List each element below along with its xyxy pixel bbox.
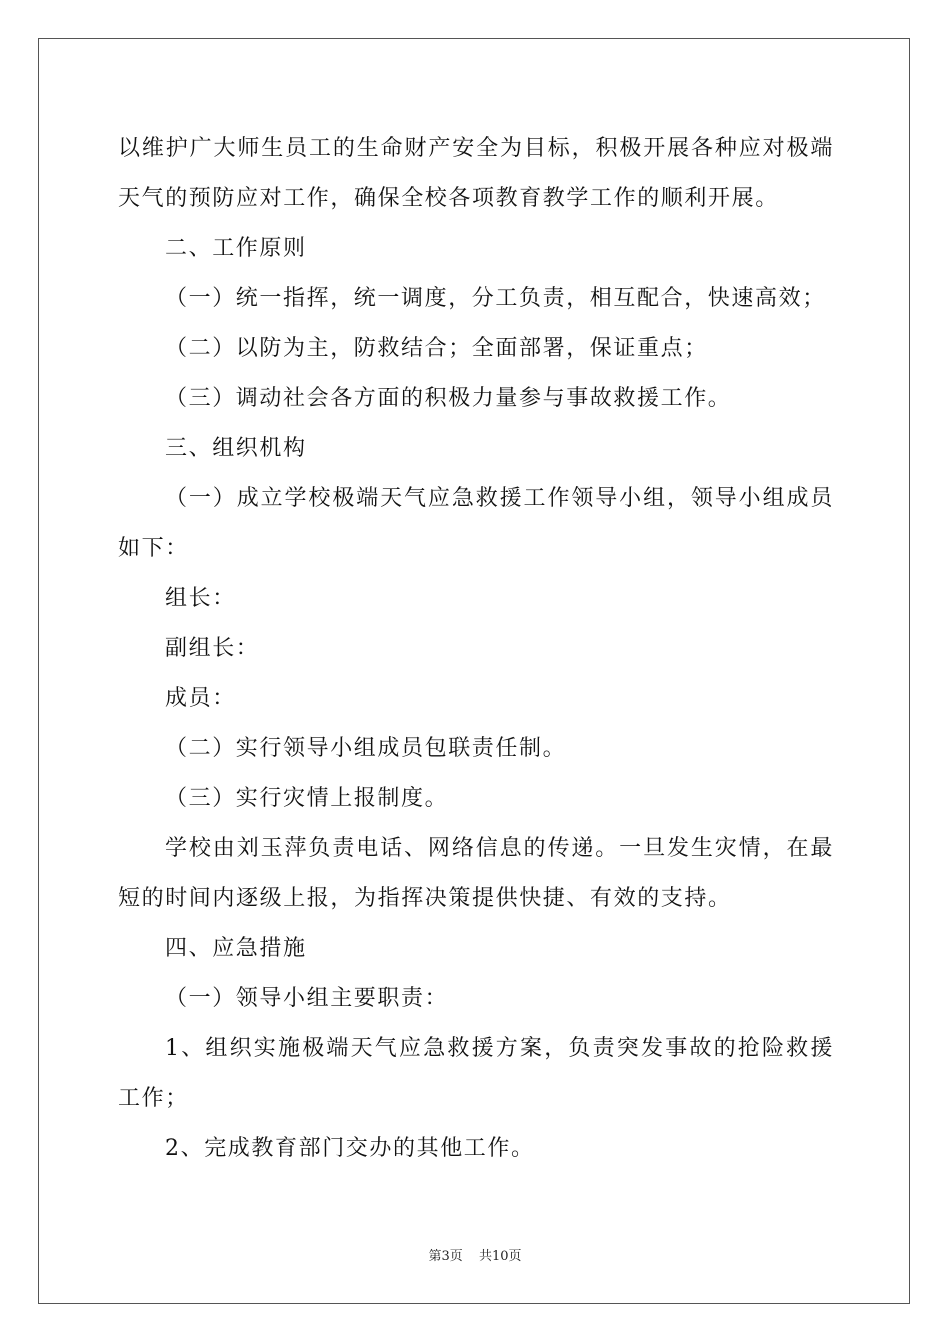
duty-item-2: 2、完成教育部门交办的其他工作。 bbox=[165, 1136, 535, 1161]
section-heading-principles: 二、工作原则 bbox=[165, 236, 307, 261]
organization-item-2: （二）实行领导小组成员包联责任制。 bbox=[165, 736, 567, 761]
group-leader-line: 组长： bbox=[165, 586, 236, 611]
reporting-paragraph: 学校由刘玉萍负责电话、网络信息的传递。一旦发生灾情，在最短的时间内逐级上报，为指挥决策提供快捷、有效的支持。 bbox=[118, 836, 834, 911]
page-number: 第3页 bbox=[428, 1249, 463, 1264]
principle-item-2: （二）以防为主，防救结合；全面部署，保证重点； bbox=[165, 336, 708, 361]
organization-item-3: （三）实行灾情上报制度。 bbox=[165, 786, 449, 811]
deputy-leader-line: 副组长： bbox=[165, 636, 260, 661]
principle-item-1: （一）统一指挥，统一调度，分工负责，相互配合，快速高效； bbox=[165, 286, 826, 311]
duty-item-1: 1、组织实施极端天气应急救援方案，负责突发事故的抢险救援工作； bbox=[118, 1036, 834, 1111]
section-heading-organization: 三、组织机构 bbox=[165, 436, 307, 461]
page-total: 共10页 bbox=[478, 1249, 522, 1264]
members-line: 成员： bbox=[165, 686, 236, 711]
organization-item-1: （一）成立学校极端天气应急救援工作领导小组，领导小组成员如下： bbox=[118, 486, 834, 561]
document-body bbox=[118, 124, 834, 1174]
page-footer bbox=[0, 1245, 950, 1264]
principle-item-3: （三）调动社会各方面的积极力量参与事故救援工作。 bbox=[165, 386, 732, 411]
measures-item-1: （一）领导小组主要职责： bbox=[165, 986, 449, 1011]
paragraph-intro: 以维护广大师生员工的生命财产安全为目标，积极开展各种应对极端天气的预防应对工作，确保全校各项教育教学工作的顺利开展。 bbox=[118, 136, 834, 211]
section-heading-measures: 四、应急措施 bbox=[165, 936, 307, 961]
